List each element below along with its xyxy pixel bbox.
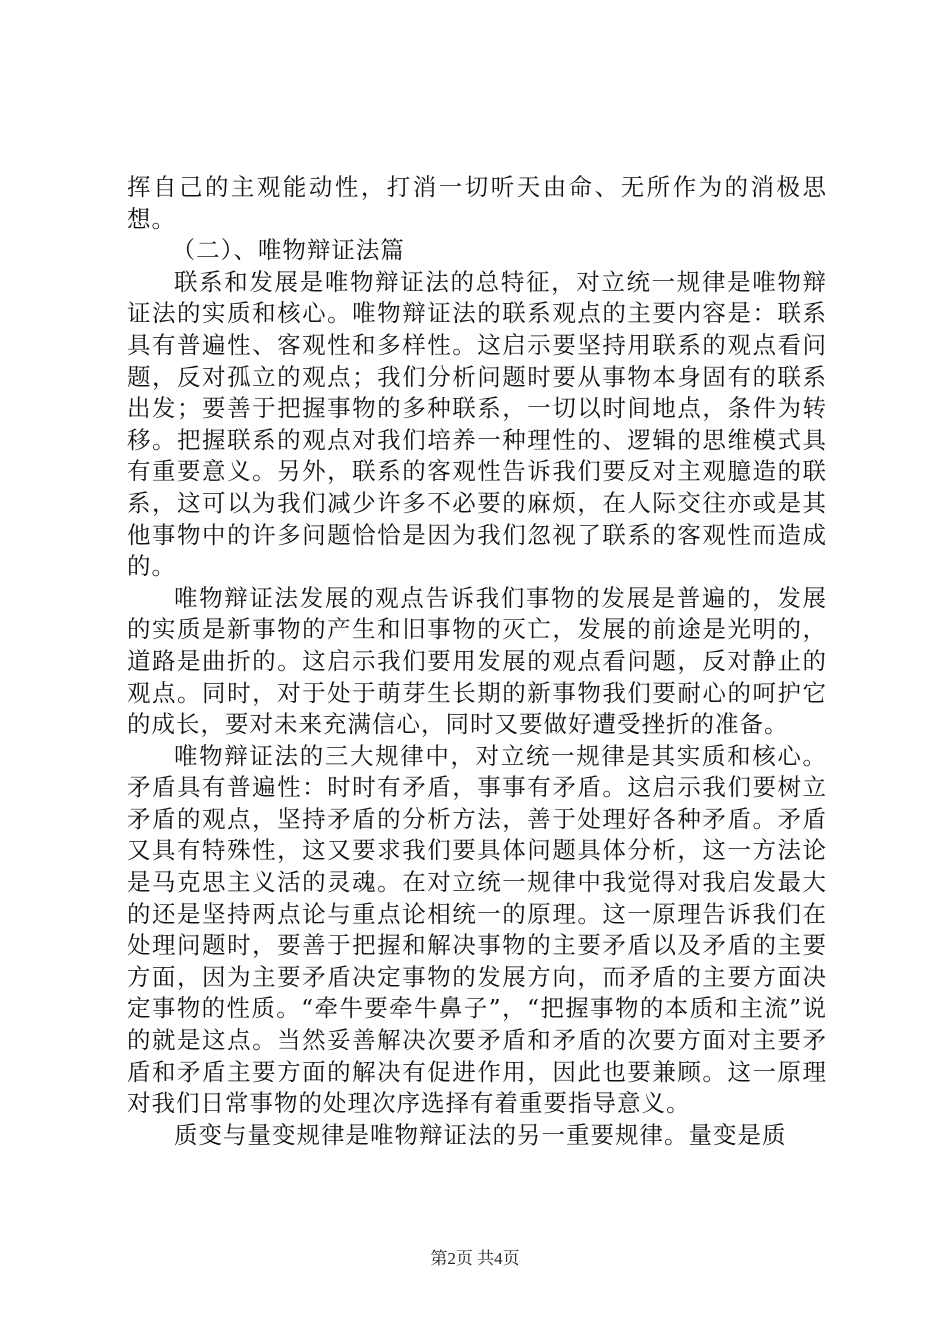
document-body xyxy=(127,172,827,1151)
paragraph-development-view: 唯物辩证法发展的观点告诉我们事物的发展是普遍的，发展的实质是新事物的产生和旧事物的灭亡，发展的前途是光明的，道路是曲折的。这启示我们要用发展的观点看问题，反对静止的观点。同时，对于处于萌芽生长期的新事物我们要耐心的呵护它的成长，要对未来充满信心，同时又要做好遭受挫折的准备。 xyxy=(127,583,827,739)
paragraph-unity-of-opposites: 唯物辩证法的三大规律中，对立统一规律是其实质和核心。矛盾具有普遍性：时时有矛盾，事事有矛盾。这启示我们要树立矛盾的观点，坚持矛盾的分析方法，善于处理好各种矛盾。矛盾又具有特殊性，这又要求我们要具体问题具体分析，这一方法论是马克思主义活的灵魂。在对立统一规律中我觉得对我启发最大的还是坚持两点论与重点论相统一的原理。这一原理告诉我们在处理问题时，要善于把握和解决事物的主要矛盾以及矛盾的主要方面，因为主要矛盾决定事物的发展方向，而矛盾的主要方面决定事物的性质。“牵牛要牵牛鼻子”，“把握事物的本质和主流”说的就是这点。当然妥善解决次要矛盾和矛盾的次要方面对主要矛盾和矛盾主要方面的解决有促进作用，因此也要兼顾。这一原理对我们日常事物的处理次序选择有着重要指导意义。 xyxy=(127,741,827,1118)
page-number-footer: 第2页 共4页 xyxy=(430,1249,520,1268)
paragraph-quality-quantity: 质变与量变规律是唯物辩证法的另一重要规律。量变是质 xyxy=(174,1120,787,1149)
paragraph-continuation: 挥自己的主观能动性，打消一切听天由命、无所作为的消极思想。 xyxy=(127,173,827,233)
paragraph-connection-development: 联系和发展是唯物辩证法的总特征，对立统一规律是唯物辩证法的实质和核心。唯物辩证法的联系观点的主要内容是：联系具有普遍性、客观性和多样性。这启示要坚持用联系的观点看问题，反对孤立的观点；我们分析问题时要从事物本身固有的联系出发；要善于把握事物的多种联系，一切以时间地点，条件为转移。把握联系的观点对我们培养一种理性的、逻辑的思维模式具有重要意义。另外，联系的客观性告诉我们要反对主观臆造的联系，这可以为我们减少许多不必要的麻烦，在人际交往亦或是其他事物中的许多问题恰恰是因为我们忽视了联系的客观性而造成的。 xyxy=(127,267,827,581)
section-heading: （二）、唯物辩证法篇 xyxy=(171,236,405,265)
